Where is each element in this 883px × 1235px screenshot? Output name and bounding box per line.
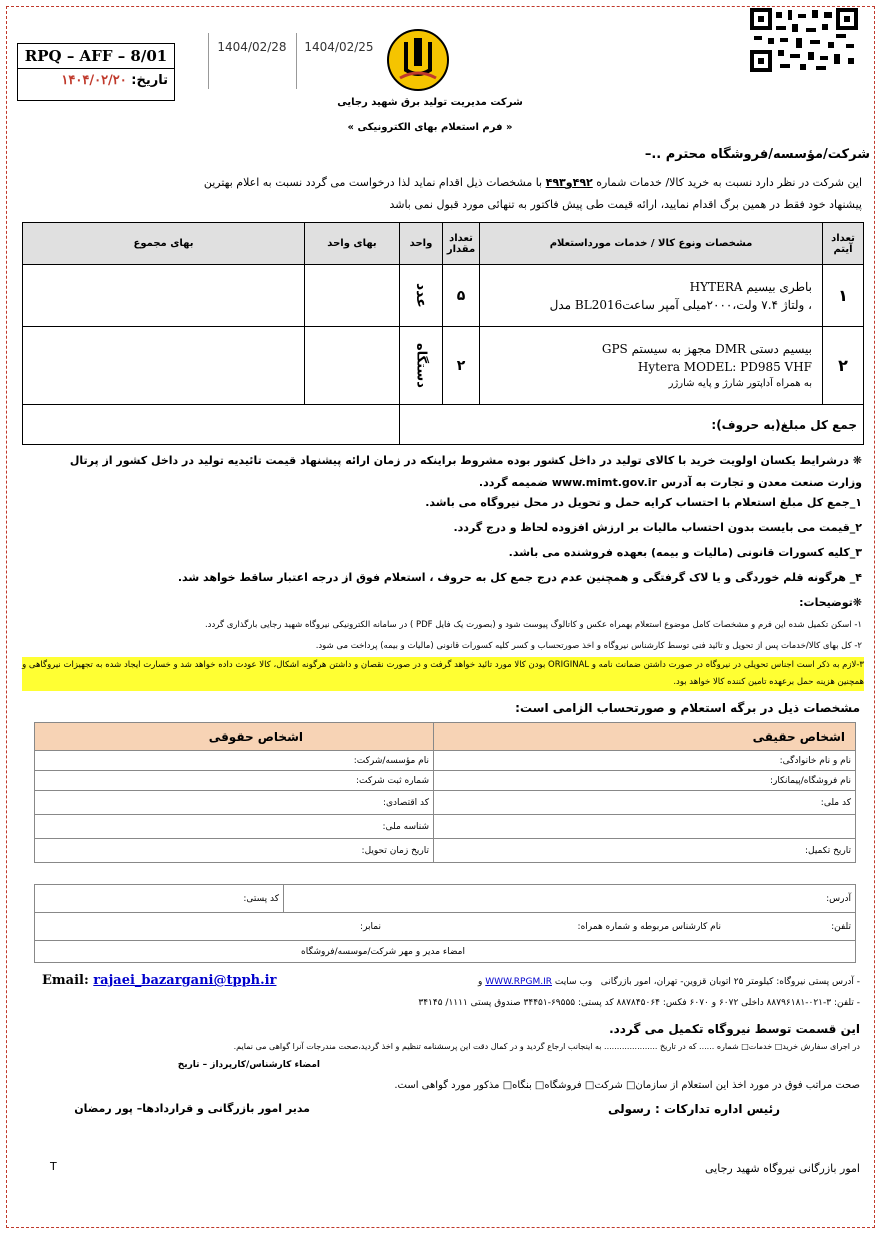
legal-field[interactable]: تاریخ زمان تحویل: bbox=[35, 839, 434, 863]
complete-title: این قسمت توسط نیروگاه تکمیل می گردد. bbox=[609, 1022, 860, 1036]
legal-field[interactable]: نام مؤسسه/شرکت: bbox=[35, 751, 434, 771]
row-unit-price[interactable] bbox=[305, 265, 400, 327]
parties-table bbox=[34, 722, 856, 863]
table-row bbox=[23, 265, 864, 327]
condition-2: ۲_قیمت می بایست بدون احتساب مالیات بر ارزش افزوده لحاظ و درج گردد. bbox=[453, 521, 862, 534]
total-amount-field[interactable] bbox=[23, 405, 400, 445]
intro-line-1: این شرکت در نظر دارد نسبت به خرید کالا/ خدمات شماره bbox=[596, 176, 862, 189]
real-field[interactable]: کد ملی: bbox=[434, 791, 856, 815]
header-unit-price: بهای واحد bbox=[305, 223, 400, 265]
real-field[interactable]: نام و نام خانوادگی: bbox=[434, 751, 856, 771]
form-title: « فرم استعلام بهای الکترونیکی » bbox=[347, 122, 513, 133]
header-unit: واحد bbox=[400, 223, 443, 265]
legal-field[interactable]: شماره ثبت شرکت: bbox=[35, 771, 434, 791]
row-unit-price[interactable] bbox=[305, 327, 400, 405]
intro-numbers: ۴۹۲و۴۹۳ bbox=[545, 176, 593, 189]
note-1: ۱- اسکن تکمیل شده این فرم و مشخصات کامل موضوع استعلام بهمراه عکس و کاتالوگ پیوست شود و (بصورت یک فایل PDF ) در سامانه الکترونیکی نیروگاه شهید رجایی بارگذاری گردد. bbox=[204, 620, 862, 630]
intro-line-2: پیشنهاد خود فقط در همین برگ اقدام نمایید، ارائه قیمت طی پیش فاکتور به تنهائی مورد قبول نمی باشد bbox=[389, 198, 862, 211]
note-3: ۳-لازم به ذکر است اجناس تحویلی در نیروگاه در صورت داشتن ضمانت نامه و ORIGINAL بودن کالا مورد تائید خواهد گرفت و در صورت نقصان و داشتن هرگونه اشکال، کالا عودت داده خواهد شد و خسارت ایجاد شده به تجهیزات نیروگاهی و همچنین هزینه حمل برعهده تامین کننده کالا خواهد بود. bbox=[22, 657, 864, 691]
row-total[interactable] bbox=[23, 265, 305, 327]
and-label: و bbox=[478, 977, 483, 987]
intro-line-1b: با مشخصات ذیل اقدام نماید لذا درخواست می گردد نسبت به اعلام بهترین bbox=[203, 176, 543, 189]
department-footer: امور بازرگانی نیروگاه شهید رجایی bbox=[705, 1162, 860, 1175]
expert-signature: امضاء کارشناس/کارپرداز – تاریخ bbox=[177, 1060, 320, 1070]
page-marker: T bbox=[50, 1160, 57, 1173]
address-table bbox=[34, 884, 856, 963]
row-number: ۱ bbox=[823, 265, 864, 327]
parties-heading: مشخصات ذیل در برگه استعلام و صورتحساب الزامی است: bbox=[515, 701, 860, 715]
header-total: بهای مجموع bbox=[23, 223, 305, 265]
condition-4: ۴_ هرگونه قلم خوردگی و یا لاک گرفتگی و همچنین عدم درج جمع کل به حروف ، استعلام فوق از درجه اعتبار ساقط خواهد شد. bbox=[177, 571, 862, 584]
stamp-date-2: 1404/02/25 bbox=[296, 33, 381, 89]
note-2: ۲- کل بهای کالا/خدمات پس از تحویل و تائید فنی توسط کارشناس نیروگاه و اخذ صورتحساب و کسر کلیه کسورات قانونی (مالیات و بیمه) پرداخت می شود. bbox=[315, 641, 862, 651]
header-qty: تعداد مقدار bbox=[443, 223, 480, 265]
footer-line-1: در اجرای سفارش خرید□ خدمات□ شماره ...... که در تاریخ ..................... به اینجانب ارجاع گردید و در کمال دقت این پرسشنامه تنظیم و اخذ گردید،صحت مندرجات آنرا گواهی می نمایم. bbox=[233, 1042, 860, 1051]
intro-text bbox=[40, 172, 862, 216]
company-logo bbox=[386, 28, 450, 92]
row-desc: باطری بیسیم HYTERA ، ولتاژ ۷.۴ ولت،۲۰۰۰میلی آمپر ساعتBL2016 مدل bbox=[480, 265, 823, 327]
date-label: تاریخ: bbox=[131, 73, 168, 88]
total-row bbox=[23, 405, 864, 445]
footer-line-2: صحت مراتب فوق در مورد اخذ این استعلام از سازمان□ شرکت□ فروشگاه□ بنگاه□ مذکور مورد گواهی است. bbox=[394, 1080, 860, 1091]
post-address: - آدرس پستی نیروگاه: کیلومتر ۲۵ اتوبان قزوین- تهران، امور بازرگانی bbox=[600, 977, 860, 987]
form-code-box bbox=[17, 43, 175, 101]
email-link[interactable]: rajaei_bazargani@tpph.ir bbox=[93, 973, 277, 988]
row-qty: ۵ bbox=[443, 265, 480, 327]
condition-3: ۳_کلیه کسورات قانونی (مالیات و بیمه) بعهده فروشنده می باشد. bbox=[508, 546, 862, 559]
row-qty: ۲ bbox=[443, 327, 480, 405]
stamp-date-1: 1404/02/28 bbox=[208, 33, 295, 89]
total-label: جمع کل مبلغ(به حروف): bbox=[400, 405, 864, 445]
row-number: ۲ bbox=[823, 327, 864, 405]
postal-field[interactable]: کد پستی: bbox=[35, 885, 284, 913]
logistics-head: رئیس اداره تدارکات : رسولی bbox=[607, 1102, 780, 1116]
legal-field[interactable]: شناسه ملی: bbox=[35, 815, 434, 839]
email-label: Email: bbox=[42, 973, 89, 988]
sign-field[interactable]: امضاء مدیر و مهر شرکت/موسسه/فروشگاه bbox=[35, 941, 856, 963]
real-field[interactable]: نام فروشگاه/پیمانکار: bbox=[434, 771, 856, 791]
row-desc: بیسیم دستی DMR مجهز به سیستم GPS Hytera MODEL: PD985 VHF به همراه آداپتور شارژ و پایه شارژر bbox=[480, 327, 823, 405]
date-value: ۱۴۰۴/۰۲/۲۰ bbox=[61, 73, 127, 88]
fax-field[interactable]: نمابر: bbox=[360, 921, 381, 932]
greeting: شرکت/مؤسسه/فروشگاه محترم ..– bbox=[644, 147, 870, 162]
legal-field[interactable]: کد اقتصادی: bbox=[35, 791, 434, 815]
legal-persons-title: اشخاص حقوقی bbox=[35, 723, 434, 751]
phones-line: - تلفن: ۳-۰۲۱-۸۸۷۹۶۱۸۱ داخلی ۶۰۷۲ و ۶۰۷۰ فکس: ۸۸۷۸۴۵۰۶۴ کد پستی: ۶۹۵۵۵-۳۴۴۵۱ صندوق پستی ۱۱۱۱/ ۳۴۱۴۵ bbox=[418, 998, 860, 1008]
company-name: شرکت مدیریت تولید برق شهید رجایی bbox=[337, 97, 523, 108]
qr-code bbox=[750, 8, 860, 73]
form-date bbox=[18, 69, 174, 92]
header-desc: مشخصات ونوع کالا / خدمات مورداستعلام bbox=[480, 223, 823, 265]
priority-note: ❋ درشرایط یکسان اولویت خرید با کالای تولید در داخل کشور بوده مشروط براینکه در زمان ارائه پیشنهاد قیمت تائیدیه تولید در داخل کشور از پرتال وزارت صنعت معدن و تجارت به آدرس www.mimt.gov.ir ضمیمه گردد. bbox=[69, 454, 862, 489]
row-total[interactable] bbox=[23, 327, 305, 405]
row-unit: عدد bbox=[400, 265, 443, 327]
table-row bbox=[23, 327, 864, 405]
row-unit: دستگاه bbox=[400, 327, 443, 405]
notes-title: ❋توضیحات: bbox=[799, 596, 862, 609]
items-table bbox=[22, 222, 864, 445]
condition-1: ۱_جمع کل مبلغ استعلام با احتساب کرایه حمل و تحویل در محل نیروگاه می باشد. bbox=[425, 496, 862, 509]
real-field[interactable]: تاریخ تکمیل: bbox=[434, 839, 856, 863]
email-line bbox=[42, 973, 276, 988]
phone-field[interactable]: تلفن: bbox=[831, 921, 851, 932]
commercial-manager: مدیر امور بازرگانی و قراردادها– پور رمضان bbox=[74, 1102, 310, 1115]
site-label: وب سایت bbox=[554, 977, 593, 987]
website-link[interactable]: WWW.RPGM.IR bbox=[485, 977, 552, 987]
form-code: RPQ – AFF – 8/01 bbox=[18, 44, 174, 69]
header-item: تعداد آیتم bbox=[823, 223, 864, 265]
address-field[interactable]: آدرس: bbox=[284, 885, 856, 913]
phone-row bbox=[35, 913, 856, 941]
post-address-line bbox=[300, 977, 860, 987]
expert-field[interactable]: نام کارشناس مربوطه و شماره همراه: bbox=[577, 921, 721, 932]
real-field[interactable] bbox=[434, 815, 856, 839]
real-persons-title: اشخاص حقیقی bbox=[434, 723, 856, 751]
